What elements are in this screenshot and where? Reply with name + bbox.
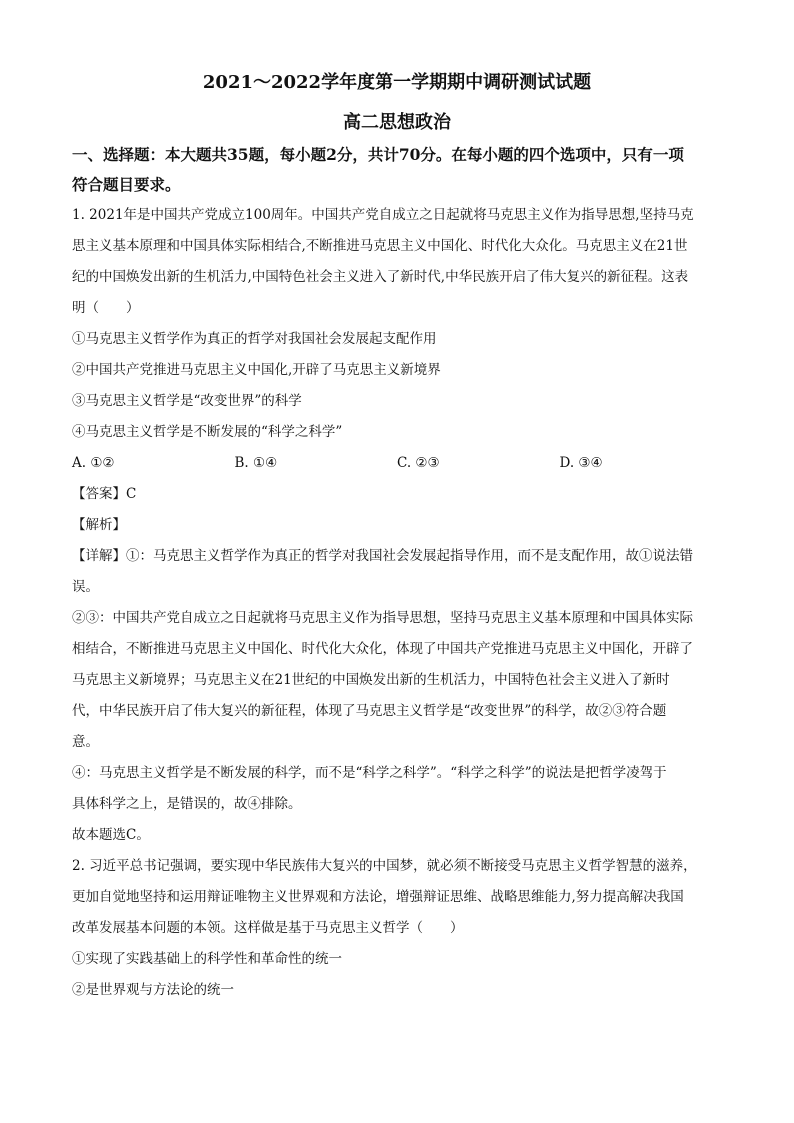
statement-item: ②中国共产党推进马克思主义中国化,开辟了马克思主义新境界 <box>72 362 441 378</box>
question-1 <box>72 200 722 851</box>
question-stem-line: 明（ ） <box>72 300 140 316</box>
option-c: C. ②③ <box>397 455 440 471</box>
answer-options <box>72 448 722 479</box>
exam-subject: 高二思想政治 <box>343 112 451 133</box>
analysis-line: 马克思主义新境界；马克思主义在21世纪的中国焕发出新的生机活力，中国特色社会主义进入了新时 <box>72 672 670 688</box>
statement-item: ②是世界观与方法论的统一 <box>72 982 234 998</box>
statement-item: ③马克思主义哲学是“改变世界”的科学 <box>72 393 302 409</box>
question-stem-line: 纪的中国焕发出新的生机活力,中国特色社会主义进入了新时代,中华民族开启了伟大复兴的新征程。这表 <box>72 269 689 285</box>
question-stem-line: 2. 习近平总书记强调，要实现中华民族伟大复兴的中国梦，就必须不断接受马克思主义哲学智慧的滋养， <box>72 858 697 874</box>
analysis-label: 【解析】 <box>72 517 126 533</box>
statement-item: ①实现了实践基础上的科学性和革命性的统一 <box>72 951 342 967</box>
analysis-line: 误。 <box>72 579 99 595</box>
exam-title: 2021～2022学年度第一学期期中调研测试试题 <box>202 72 592 93</box>
analysis-line: 代，中华民族开启了伟大复兴的新征程，体现了马克思主义哲学是“改变世界”的科学，故②③符合题 <box>72 703 667 719</box>
statement-item: ①马克思主义哲学作为真正的哲学对我国社会发展起支配作用 <box>72 331 437 347</box>
analysis-line: ④：马克思主义哲学是不断发展的科学，而不是“科学之科学”。“科学之科学”的说法是把哲学凌驾于 <box>72 765 667 781</box>
analysis-line: ②③：中国共产党自成立之日起就将马克思主义作为指导思想，坚持马克思主义基本原理和中国具体实际 <box>72 610 693 626</box>
question-stem-line: 1. 2021年是中国共产党成立100周年。中国共产党自成立之日起就将马克思主义作为指导思想,坚持马克 <box>72 207 694 223</box>
option-b: B. ①④ <box>234 455 278 471</box>
analysis-line: 相结合，不断推进马克思主义中国化、时代化大众化，体现了中国共产党推进马克思主义中国化，开辟了 <box>72 641 693 657</box>
question-stem-line: 思主义基本原理和中国具体实际相结合,不断推进马克思主义中国化、时代化大众化。马克思主义在21世 <box>72 238 688 254</box>
option-a: A. ①② <box>72 455 115 471</box>
statement-item: ④马克思主义哲学是不断发展的“科学之科学” <box>72 424 343 440</box>
question-stem-line: 改革发展基本问题的本领。这样做是基于马克思主义哲学（ ） <box>72 920 464 936</box>
analysis-line: 【详解】①：马克思主义哲学作为真正的哲学对我国社会发展起指导作用，而不是支配作用，故①说法错 <box>72 548 693 564</box>
exam-page <box>72 68 722 1006</box>
analysis-conclusion: 故本题选C。 <box>72 827 150 843</box>
analysis-line: 意。 <box>72 734 99 750</box>
option-d: D. ③④ <box>559 455 603 471</box>
question-stem-line: 更加自觉地坚持和运用辩证唯物主义世界观和方法论，增强辩证思维、战略思维能力,努力提高解决我国 <box>72 889 684 905</box>
answer-line: 【答案】C <box>72 486 137 502</box>
section-heading-continued: 符合题目要求。 <box>72 175 181 194</box>
analysis-line: 具体科学之上，是错误的，故④排除。 <box>72 796 302 812</box>
question-2 <box>72 851 722 1006</box>
section-heading: 一、选择题：本大题共35题，每小题2分，共计70分。在每小题的四个选项中，只有一项 <box>72 145 684 164</box>
